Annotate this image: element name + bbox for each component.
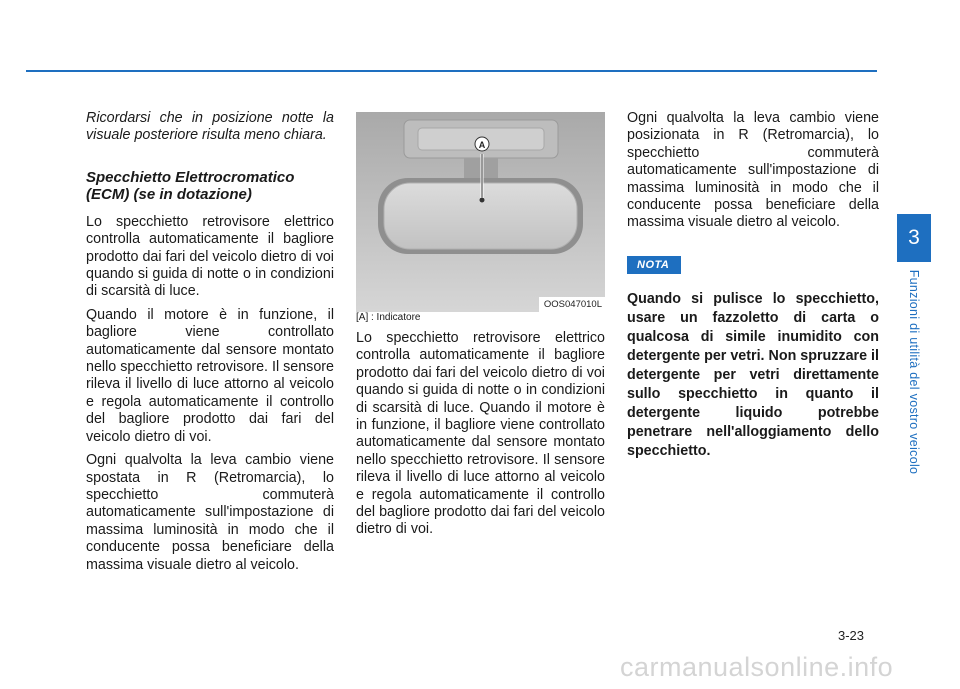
night-mode-note: Ricordarsi che in posizione notte la visuale posteriore risulta meno chiara. (86, 110, 334, 144)
section-heading-ecm: Specchietto Elettrocromatico (ECM) (se in dotazione) (86, 168, 295, 204)
page-number: 3-23 (838, 628, 865, 643)
column-3 (627, 110, 879, 467)
nota-text: Quando si pulisce lo specchietto, usare un fazzoletto di carta o qualcosa di simile inumidito con detergente per vetri. Non spruzzare il detergente per vetri direttamente sullo specchietto in quanto il detergente liquido potrebbe penetrare nell'alloggiamento dello specchietto. (627, 290, 879, 459)
figure-marker-a: A (478, 140, 486, 150)
chapter-number-tab: 3 (897, 214, 931, 262)
column-1 (86, 110, 334, 580)
mirror-figure (356, 112, 605, 312)
watermark: carmanualsonline.info (620, 652, 894, 682)
figure-code: OOS047010L (539, 297, 605, 312)
paragraph-1: Lo specchietto retrovisore elettrico controlla automaticamente il bagliore prodotto dai fari del veicolo dietro di voi quando si guida di notte o in condizioni di scarsità di luce. (86, 213, 334, 300)
figure-caption: [A] : Indicatore (356, 312, 421, 323)
paragraph-4: Lo specchietto retrovisore elettrico controlla automaticamente il bagliore prodotto dai fari del veicolo dietro di voi quando si guida di notte o in condizioni di scarsità di luce. Quando il motore è in funzione, il bagliore viene controllato automaticamente dal sensore montato nello specchietto retrovisore. Il sensore rileva il livello di luce attorno al veicolo e regola automaticamente il controllo del bagliore prodotto dai fari del veicolo dietro di voi. (356, 330, 605, 538)
paragraph-3: Ogni qualvolta la leva cambio viene spostata in R (Retromarcia), lo specchietto commuterà automaticamente sull'impostazione di massima luminosità in modo che il conducente possa beneficiare della massima visuale dietro al veicolo. (86, 452, 334, 573)
header-rule (26, 70, 877, 72)
paragraph-2: Quando il motore è in funzione, il bagliore viene controllato automaticamente dal sensore montato nello specchietto retrovisore. Il sensore rileva il livello di luce attorno al veicolo e regola automaticamente il controllo del bagliore prodotto dai fari del veicolo dietro di voi. (86, 306, 334, 445)
nota-label: NOTA (627, 256, 681, 274)
rearview-mirror-illustration (356, 112, 605, 312)
column-2 (356, 112, 605, 545)
paragraph-5: Ogni qualvolta la leva cambio viene posizionata in R (Retromarcia), lo specchietto commuterà automaticamente sull'impostazione di massima luminosità in modo che il conducente possa beneficiare della massima visuale dietro al veicolo. (627, 110, 879, 231)
chapter-title-text: Funzioni di utilità del vostro veicolo (907, 269, 921, 475)
indicator-led-icon (480, 198, 485, 203)
